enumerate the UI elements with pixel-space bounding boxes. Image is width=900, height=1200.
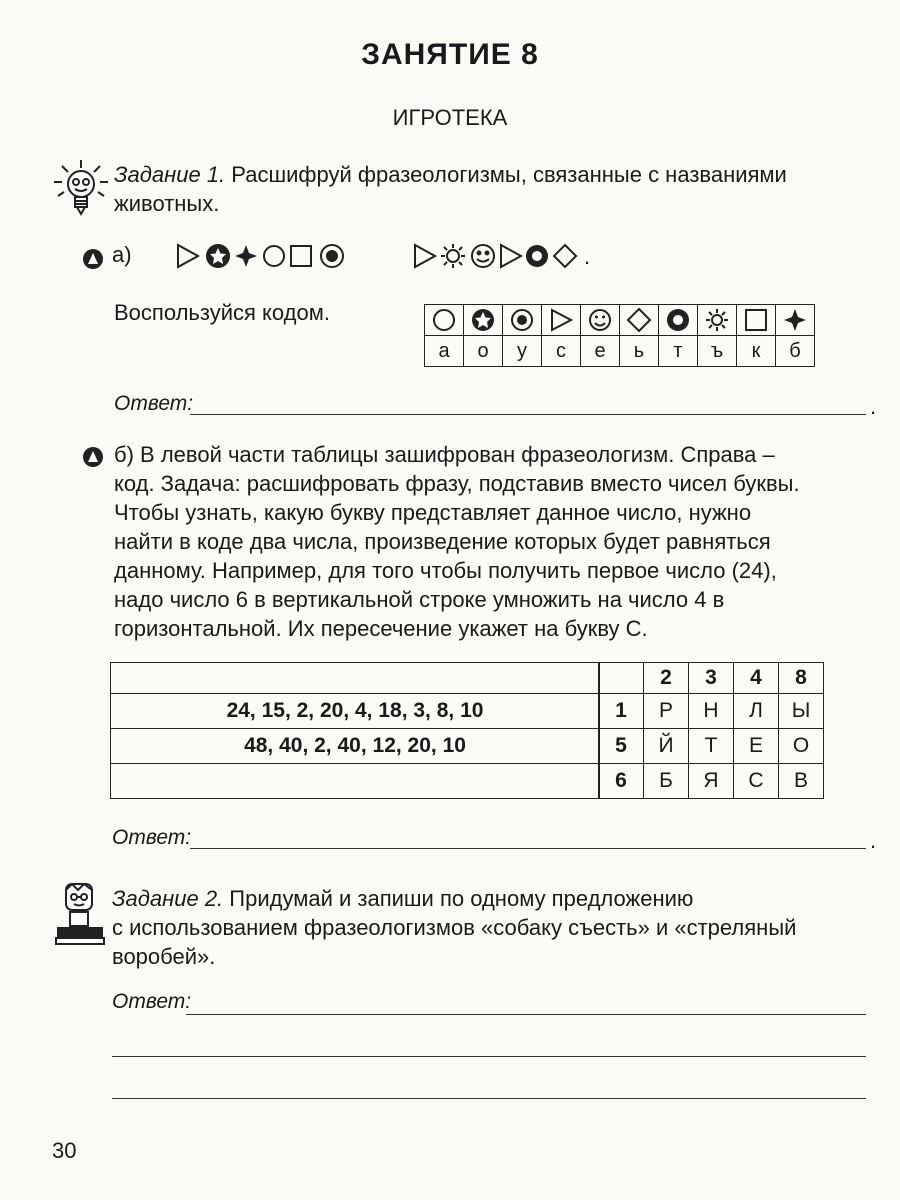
code-header-cell: 4 <box>734 663 779 694</box>
code-letter-cell: о <box>464 336 503 367</box>
page-title: ЗАНЯТИЕ 8 <box>361 38 539 71</box>
code-letter: Е <box>734 729 779 764</box>
star-circle-icon <box>207 245 229 267</box>
code-letter-cell: у <box>503 336 542 367</box>
circle-icon <box>431 307 457 333</box>
triangle-right-icon <box>501 245 521 267</box>
star-circle-icon <box>470 307 496 333</box>
sun-icon <box>441 244 465 268</box>
part-a-label: а) <box>112 242 132 267</box>
square-icon <box>291 246 311 266</box>
code-symbol-cell <box>698 305 737 336</box>
code-letter-cell: ь <box>620 336 659 367</box>
part-a-marker-icon <box>82 248 104 270</box>
code-symbol-cell <box>425 305 464 336</box>
page-subtitle: ИГРОТЕКА <box>392 105 508 130</box>
code-letter: О <box>779 729 824 764</box>
code-symbol-cell <box>542 305 581 336</box>
part-b-line: найти в коде два числа, произведение которых будет равняться <box>114 529 771 554</box>
task1-text <box>114 160 894 218</box>
code-letter-cell: б <box>776 336 815 367</box>
task2-line3: воробей». <box>112 944 216 969</box>
four-point-star-icon <box>782 307 808 333</box>
ring-icon <box>665 307 691 333</box>
code-symbol-cell <box>503 305 542 336</box>
code-letter: Ы <box>779 694 824 729</box>
part-b-line: Чтобы узнать, какую букву представляет данное число, нужно <box>114 500 752 525</box>
code-letter: В <box>779 764 824 799</box>
code-letter: Н <box>689 694 734 729</box>
code-header-cell: 3 <box>689 663 734 694</box>
answer-task2-line-2[interactable] <box>112 1056 866 1057</box>
code-letter: Й <box>644 729 689 764</box>
code-row-number: 1 <box>599 694 644 729</box>
encoded-header-cell <box>111 663 600 694</box>
code-letter: Р <box>644 694 689 729</box>
bullseye-icon <box>509 307 535 333</box>
part-b-line: данному. Например, для того чтобы получить первое число (24), <box>114 558 777 583</box>
answer-task2-line-1[interactable] <box>186 1014 866 1015</box>
page-number: 30 <box>52 1138 77 1163</box>
part-b-line: б) В левой части таблицы зашифрован фразеологизм. Справа – <box>114 442 775 467</box>
triangle-right-icon <box>415 245 435 267</box>
diamond-icon <box>554 245 576 267</box>
triangle-right-icon <box>178 245 198 267</box>
square-icon <box>743 307 769 333</box>
answer-b-line[interactable] <box>190 848 866 849</box>
diamond-icon <box>626 307 652 333</box>
task1-line2: животных. <box>114 191 220 216</box>
code-letter: Т <box>689 729 734 764</box>
code-symbol-cell <box>464 305 503 336</box>
code-header-cell: 8 <box>779 663 824 694</box>
letter-row <box>425 336 815 367</box>
smiley-icon <box>472 245 494 267</box>
sun-icon <box>704 307 730 333</box>
code-letter-cell: к <box>737 336 776 367</box>
cipher-end-dot: . <box>584 244 591 269</box>
code-symbol-cell <box>776 305 815 336</box>
code-corner-cell <box>599 663 644 694</box>
encoded-row: 48, 40, 2, 40, 12, 20, 10 <box>111 729 600 764</box>
triangle-right-icon <box>548 307 574 333</box>
task1-line1: Расшифруй фразеологизмы, связанные с названиями <box>231 162 787 187</box>
part-b-line: надо число 6 в вертикальной строке умножить на число 4 в <box>114 587 725 612</box>
code-letter: Л <box>734 694 779 729</box>
task2-text <box>112 884 892 971</box>
code-row-number: 6 <box>599 764 644 799</box>
smiley-icon <box>587 307 613 333</box>
pupil-icon <box>54 880 106 951</box>
cipher-word-1 <box>176 240 356 272</box>
answer-a-label: Ответ: <box>114 392 194 415</box>
code-letter-cell: с <box>542 336 581 367</box>
task2-line2: с использованием фразеологизмов «собаку съесть» и «стреляный <box>112 915 797 940</box>
cipher-word-2 <box>413 240 593 272</box>
answer-task2-line-3[interactable] <box>112 1098 866 1099</box>
part-b-marker-icon <box>82 446 104 468</box>
four-point-star-icon <box>235 245 257 267</box>
code-letter-cell: а <box>425 336 464 367</box>
code-symbol-cell <box>737 305 776 336</box>
task1-label: Задание 1. <box>114 162 226 187</box>
code-row-number: 5 <box>599 729 644 764</box>
answer-task2-label: Ответ: <box>112 990 192 1013</box>
code-symbol-cell <box>620 305 659 336</box>
lightbulb-icon <box>52 158 110 225</box>
answer-b-period: . <box>870 828 877 853</box>
code-letter-cell: е <box>581 336 620 367</box>
code-header-cell: 2 <box>644 663 689 694</box>
task2-label: Задание 2. <box>112 886 224 911</box>
answer-a-period: . <box>870 394 877 419</box>
code-letter-cell: ъ <box>698 336 737 367</box>
code-hint: Воспользуйся кодом. <box>114 300 330 325</box>
number-code-table <box>598 662 824 799</box>
code-symbol-cell <box>659 305 698 336</box>
task2-line1: Придумай и запиши по одному предложению <box>229 886 694 911</box>
part-b-text <box>114 440 894 643</box>
circle-icon <box>264 246 284 266</box>
answer-b-label: Ответ: <box>112 826 192 849</box>
part-b-line: горизонтальной. Их пересечение укажет на букву С. <box>114 616 648 641</box>
code-letter: С <box>734 764 779 799</box>
ring-icon <box>526 245 548 267</box>
encoded-row: 24, 15, 2, 20, 4, 18, 3, 8, 10 <box>111 694 600 729</box>
symbol-code-table <box>424 304 815 367</box>
bullseye-icon <box>321 245 343 267</box>
answer-a-line[interactable] <box>190 414 866 415</box>
part-b-line: код. Задача: расшифровать фразу, подставив вместо чисел буквы. <box>114 471 800 496</box>
code-symbol-cell <box>581 305 620 336</box>
code-letter-cell: т <box>659 336 698 367</box>
code-letter: Б <box>644 764 689 799</box>
symbol-row <box>425 305 815 336</box>
encoded-empty-row <box>111 764 600 799</box>
encoded-phrase-table <box>110 662 600 799</box>
code-letter: Я <box>689 764 734 799</box>
